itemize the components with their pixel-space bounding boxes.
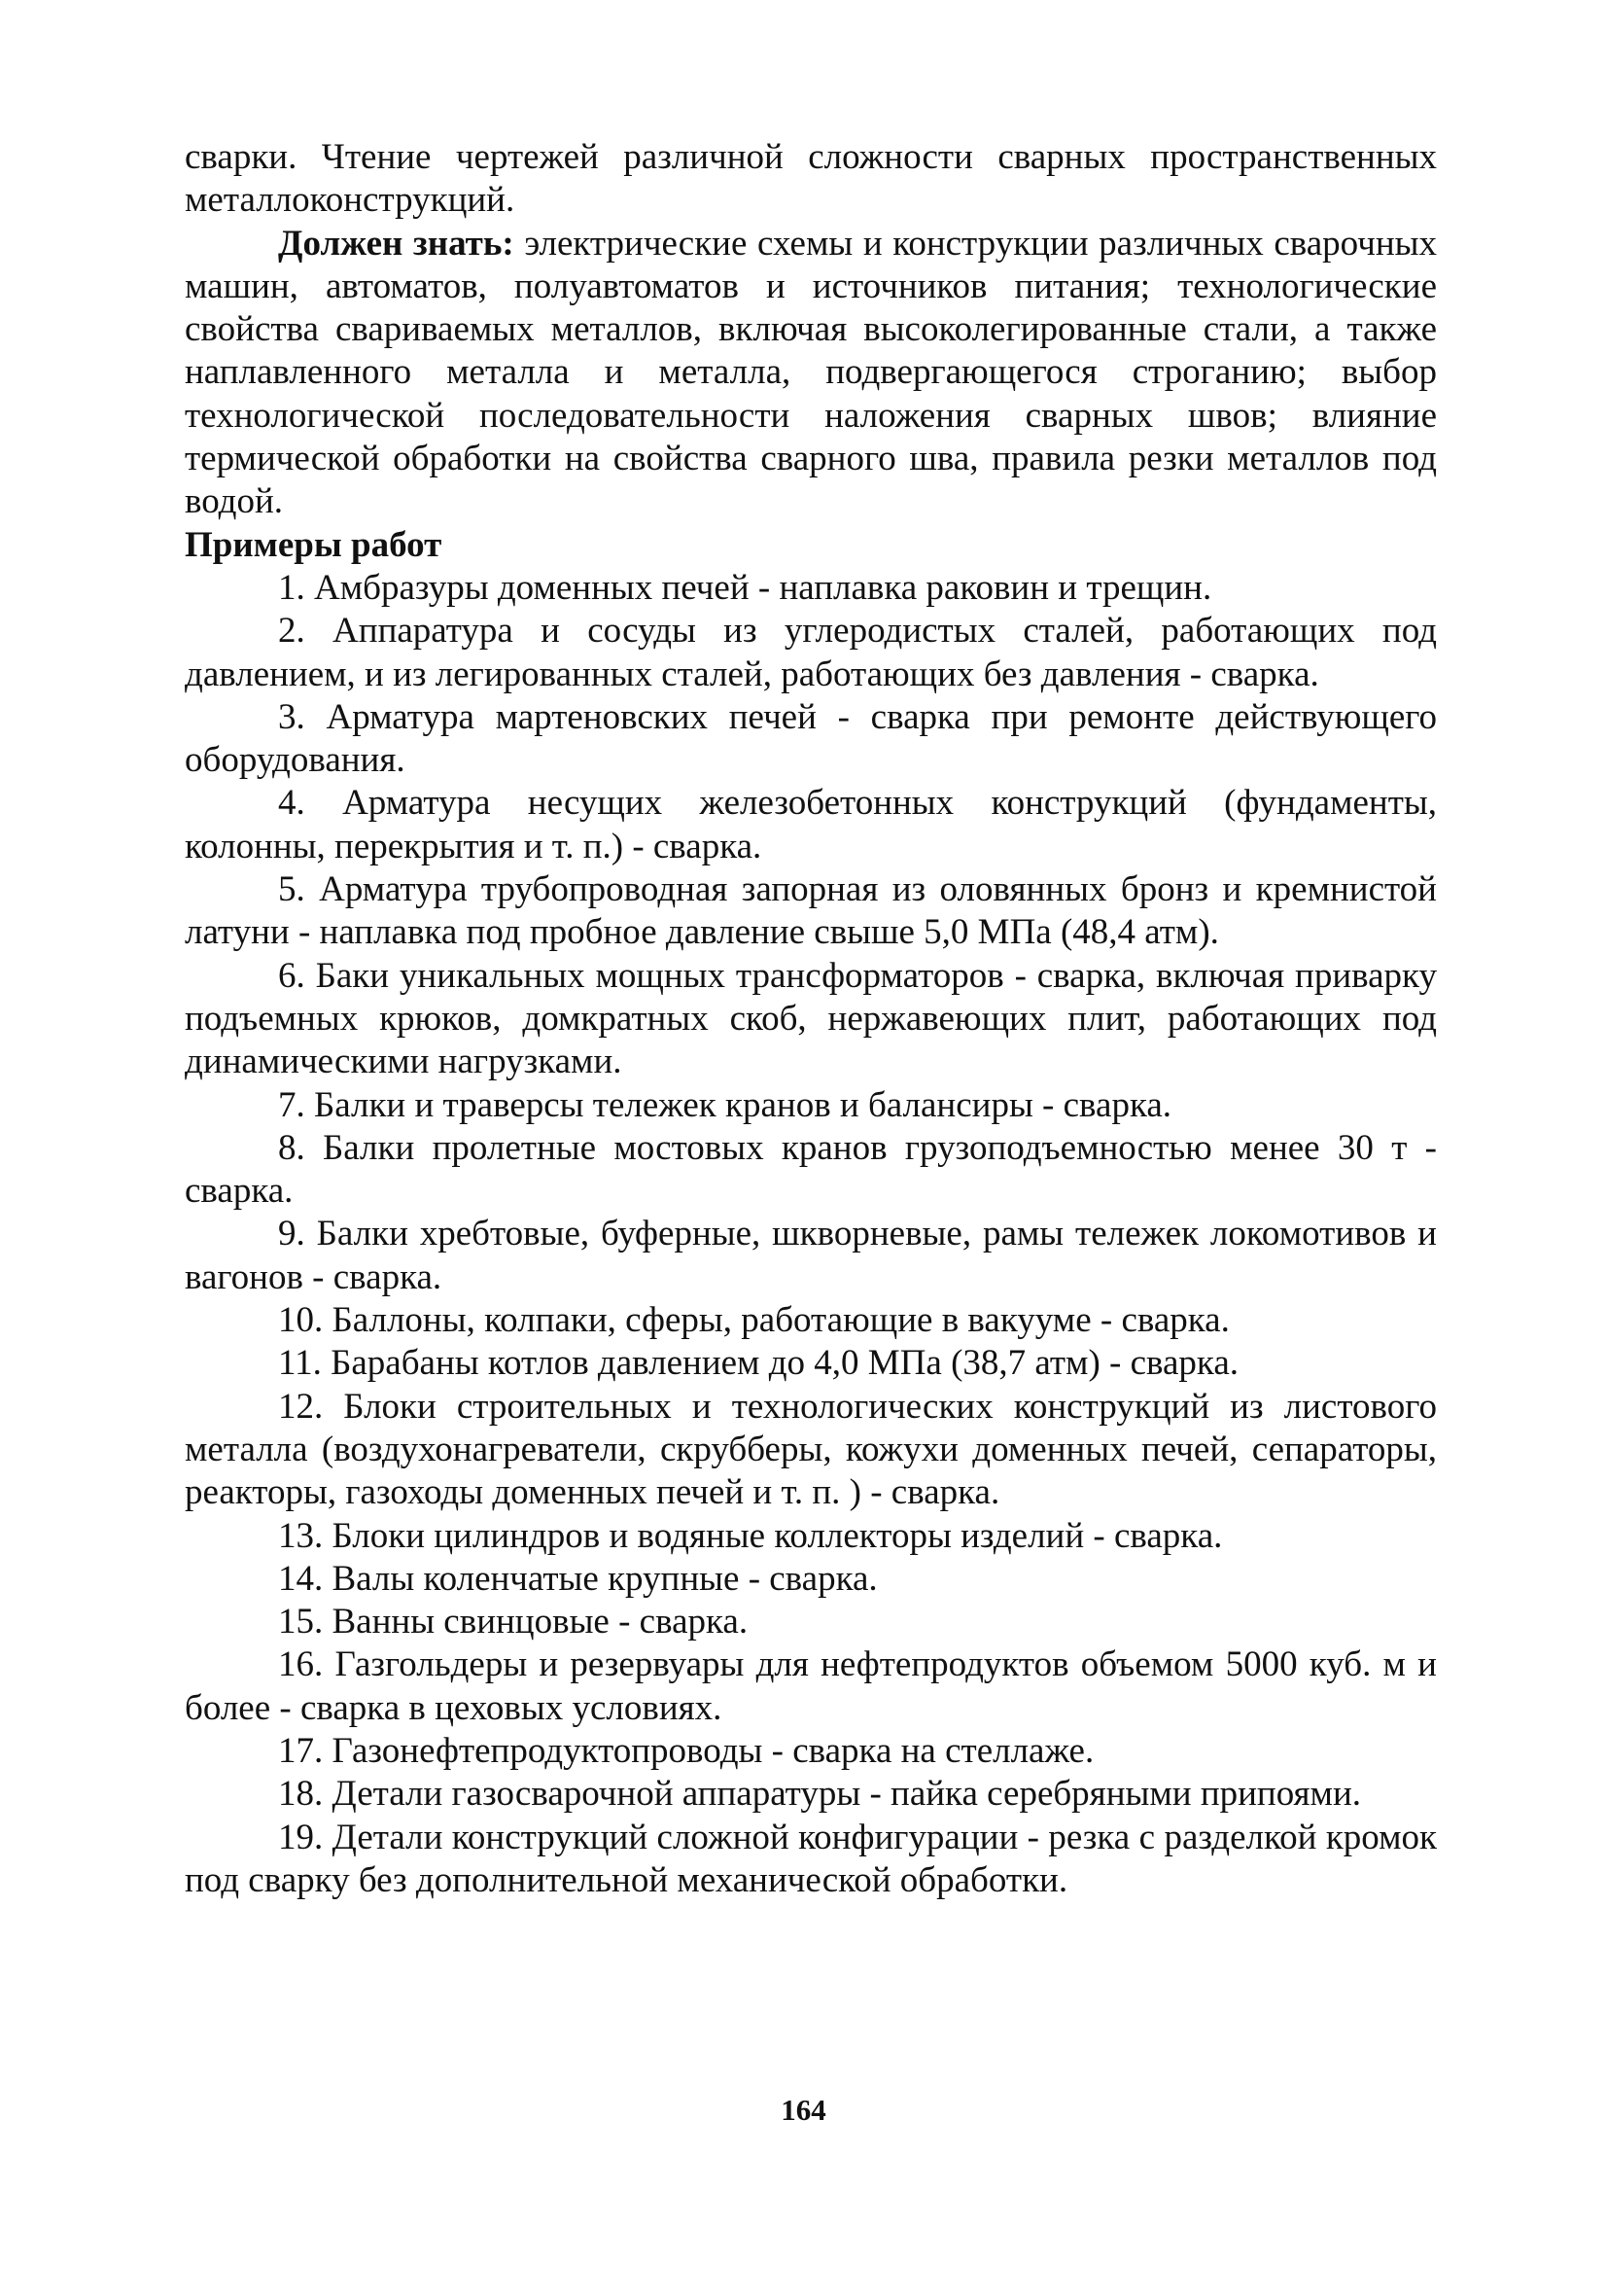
- list-item: 6. Баки уникальных мощных трансформаторов - сварка, включая приварку подъемных крюков, домкратных скоб, нержавеющих плит, работающих под динамическими нагрузками.: [185, 955, 1437, 1082]
- list-item: 8. Балки пролетные мостовых кранов грузоподъемностью менее 30 т - сварка.: [185, 1127, 1437, 1212]
- list-item: 1. Амбразуры доменных печей - наплавка раковин и трещин.: [278, 567, 1212, 608]
- must-know-label: Должен знать:: [278, 223, 514, 264]
- list-item: 15. Ванны свинцовые - сварка.: [278, 1602, 749, 1643]
- list-item: 5. Арматура трубопроводная запорная из оловянных бронз и кремнистой латуни - наплавка под пробное давление свыше 5,0 МПа (48,4 атм).: [185, 869, 1437, 953]
- intro-paragraph: сварки. Чтение чертежей различной сложности сварных пространственных металлоконструкций.: [185, 137, 1437, 221]
- examples-heading: Примеры работ: [185, 524, 442, 565]
- list-item: 2. Аппаратура и сосуды из углеродистых сталей, работающих под давлением, и из легированных сталей, работающих без давления - сварка.: [185, 611, 1437, 694]
- list-item: 7. Балки и траверсы тележек кранов и балансиры - сварка.: [278, 1084, 1172, 1125]
- list-item: 18. Детали газосварочной аппаратуры - пайка серебряными припоями.: [278, 1774, 1362, 1815]
- page-body: [185, 136, 1437, 1902]
- list-item: 4. Арматура несущих железобетонных конструкций (фундаменты, колонны, перекрытия и т. п.) - сварка.: [185, 783, 1437, 866]
- must-know-paragraph: [185, 223, 1437, 524]
- page-number: 164: [781, 2093, 826, 2127]
- list-item: 9. Балки хребтовые, буферные, шкворневые, рамы тележек локомотивов и вагонов - сварка.: [185, 1214, 1437, 1297]
- list-item: 12. Блоки строительных и технологических конструкций из листового металла (воздухонагреватели, скрубберы, кожухи доменных печей, сепараторы, реакторы, газоходы доменных печей и т. п. ) - сварка.: [185, 1386, 1437, 1513]
- list-item: 14. Валы коленчатые крупные - сварка.: [278, 1558, 878, 1599]
- list-item: 11. Барабаны котлов давлением до 4,0 МПа (38,7 атм) - сварка.: [278, 1343, 1240, 1384]
- list-item: 3. Арматура мартеновских печей - сварка при ремонте действующего оборудования.: [185, 696, 1437, 781]
- list-item: 10. Баллоны, колпаки, сферы, работающие в вакууме - сварка.: [278, 1300, 1230, 1341]
- list-item: 13. Блоки цилиндров и водяные коллекторы изделий - сварка.: [278, 1515, 1223, 1556]
- list-item: 16. Газгольдеры и резервуары для нефтепродуктов объемом 5000 куб. м и более - сварка в цеховых условиях.: [185, 1644, 1437, 1728]
- list-item: 17. Газонефтепродуктопроводы - сварка на стеллаже.: [278, 1730, 1095, 1771]
- list-item: 19. Детали конструкций сложной конфигурации - резка с разделкой кромок под сварку без дополнительной механической обработки.: [185, 1817, 1437, 1900]
- must-know-text: электрические схемы и конструкции различных сварочных машин, автоматов, полуавтоматов и источников питания; технологические свойства свариваемых металлов, включая высоколегированные стали, а также наплавленного металла и металла, подвергающегося строганию; выбор технологической последовательности наложения сварных швов; влияние термической обработки на свойства сварного шва, правила резки металлов под водой.: [185, 223, 1437, 522]
